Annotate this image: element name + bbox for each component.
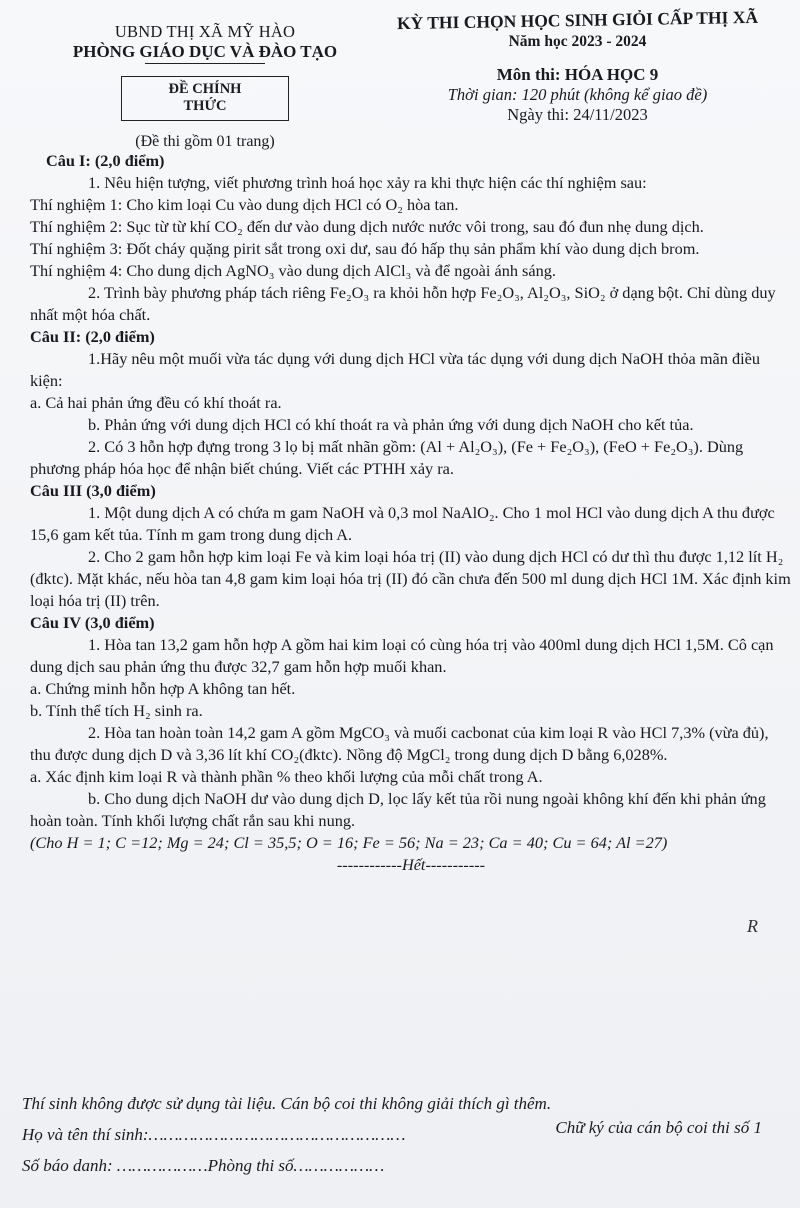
question-4-title: Câu IV (3,0 điểm) [30,613,155,632]
question-2-option-b: b. Phản ứng với dung dịch HCl có khí thoát ra và phản ứng với dung dịch NaOH cho kết tủa. [88,415,694,434]
question-1-part-1: 1. Nêu hiện tượng, viết phương trình hoá học xảy ra khi thực hiện các thí nghiệm sau: [88,173,647,192]
candidate-name-field: Họ và tên thí sinh:…………………………………………… [22,1125,406,1144]
question-4-part-2-b: b. Cho dung dịch NaOH dư vào dung dịch D, lọc lấy kết tủa rồi nung ngoài không khí đến khi phản ứng hoàn toàn. Tính khối lượng chất rắn sau khi nung. [30,789,766,830]
exam-date: Ngày thi: 24/11/2023 [507,105,648,124]
authority-name: UBND THỊ XÃ MỸ HÀO [114,22,296,41]
handwritten-mark: R [747,916,758,936]
header-left [60,22,350,151]
page-count-note: (Đề thi gồm 01 trang) [135,133,275,150]
footer-note: Thí sinh không được sử dụng tài liệu. Cán bộ coi thi không giải thích gì thêm. [22,1094,552,1113]
question-2-part-1: 1.Hãy nêu một muối vừa tác dụng với dung dịch HCl vừa tác dụng với dung dịch NaOH thỏa mãn điều kiện: [30,349,760,390]
experiment-1: Thí nghiệm 1: Cho kim loại Cu vào dung dịch HCl có O₂ hòa tan. [30,195,459,214]
exam-body [30,150,792,876]
candidate-number-field: Số báo danh: ………………Phòng thi số……………… [22,1156,385,1175]
question-2-part-2: 2. Có 3 hỗn hợp đựng trong 3 lọ bị mất nhãn gồm: (Al + Al₂O₃), (Fe + Fe₂O₃), (FeO + Fe₂O₃). Dùng phương pháp hóa học để nhận biết chúng. Viết các PTHH xảy ra. [30,437,744,478]
question-2-title: Câu II: (2,0 điểm) [30,327,155,346]
question-3-title: Câu III (3,0 điểm) [30,481,156,500]
question-4-part-2-a: a. Xác định kim loại R và thành phần % theo khối lượng của mỗi chất trong A. [30,767,543,786]
exam-subject: Môn thi: HÓA HỌC 9 [496,65,659,84]
question-4-part-1-b: b. Tính thể tích H₂ sinh ra. [30,701,203,720]
experiment-3: Thí nghiệm 3: Đốt cháy quặng pirit sắt trong oxi dư, sau đó hấp thụ sản phẩm khí vào dung dịch brom. [30,239,700,258]
header-divider [145,63,265,64]
header-right [355,6,800,125]
exam-title: KỲ THI CHỌN HỌC SINH GIỎI CẤP THỊ XÃ [396,6,759,34]
question-4-part-1-a: a. Chứng minh hỗn hợp A không tan hết. [30,679,296,698]
question-4-part-2: 2. Hòa tan hoàn toàn 14,2 gam A gồm MgCO₃ và muối cacbonat của kim loại R vào HCl 7,3% (vừa đủ), thu được dung dịch D và 3,36 lít khí CO₂(đktc). Nồng độ MgCl₂ trong dung dịch D bằng 6,028%. [30,723,769,764]
experiment-2: Thí nghiệm 2: Sục từ từ khí CO₂ đến dư vào dung dịch nước nước vôi trong, sau đó đun nhẹ dung dịch. [30,217,704,236]
atomic-masses-note: (Cho H = 1; C =12; Mg = 24; Cl = 35,5; O = 16; Fe = 56; Na = 23; Ca = 40; Cu = 64; Al =27) [30,833,668,852]
experiment-4: Thí nghiệm 4: Cho dung dịch AgNO₃ vào dung dịch AlCl₃ và để ngoài ánh sáng. [30,261,556,280]
end-marker: ------------Hết----------- [336,855,486,874]
question-3-part-1: 1. Một dung dịch A có chứa m gam NaOH và 0,3 mol NaAlO₂. Cho 1 mol HCl vào dung dịch A thu được 15,6 gam kết tủa. Tính m gam trong dung dịch A. [30,503,775,544]
question-1-title: Câu I: (2,0 điểm) [46,151,165,170]
exam-duration: Thời gian: 120 phút (không kể giao đề) [447,85,708,104]
department-name: PHÒNG GIÁO DỤC VÀ ĐÀO TẠO [72,42,338,61]
official-exam-label: ĐỀ CHÍNH THỨC [121,76,289,121]
question-1-part-2: 2. Trình bày phương pháp tách riêng Fe₂O₃ ra khỏi hỗn hợp Fe₂O₃, Al₂O₃, SiO₂ ở dạng bột. Chỉ dùng duy nhất một hóa chất. [30,283,776,324]
proctor-signature-label: Chữ ký của cán bộ coi thi số 1 [555,1118,762,1137]
school-year: Năm học 2023 - 2024 [508,33,647,50]
question-4-part-1: 1. Hòa tan 13,2 gam hỗn hợp A gồm hai kim loại có cùng hóa trị vào 400ml dung dịch HCl 1,5M. Cô cạn dung dịch sau phản ứng thu được 32,7 gam hỗn hợp muối khan. [30,635,774,676]
question-3-part-2: 2. Cho 2 gam hỗn hợp kim loại Fe và kim loại hóa trị (II) vào dung dịch HCl có dư thì thu được 1,12 lít H₂ (đktc). Mặt khác, nếu hòa tan 4,8 gam kim loại hóa trị (II) đó cần chưa đến 500 ml dung dịch HCl 1M. Xác định kim loại hóa trị (II) trên. [30,547,791,610]
question-2-option-a: a. Cả hai phản ứng đều có khí thoát ra. [30,393,282,412]
